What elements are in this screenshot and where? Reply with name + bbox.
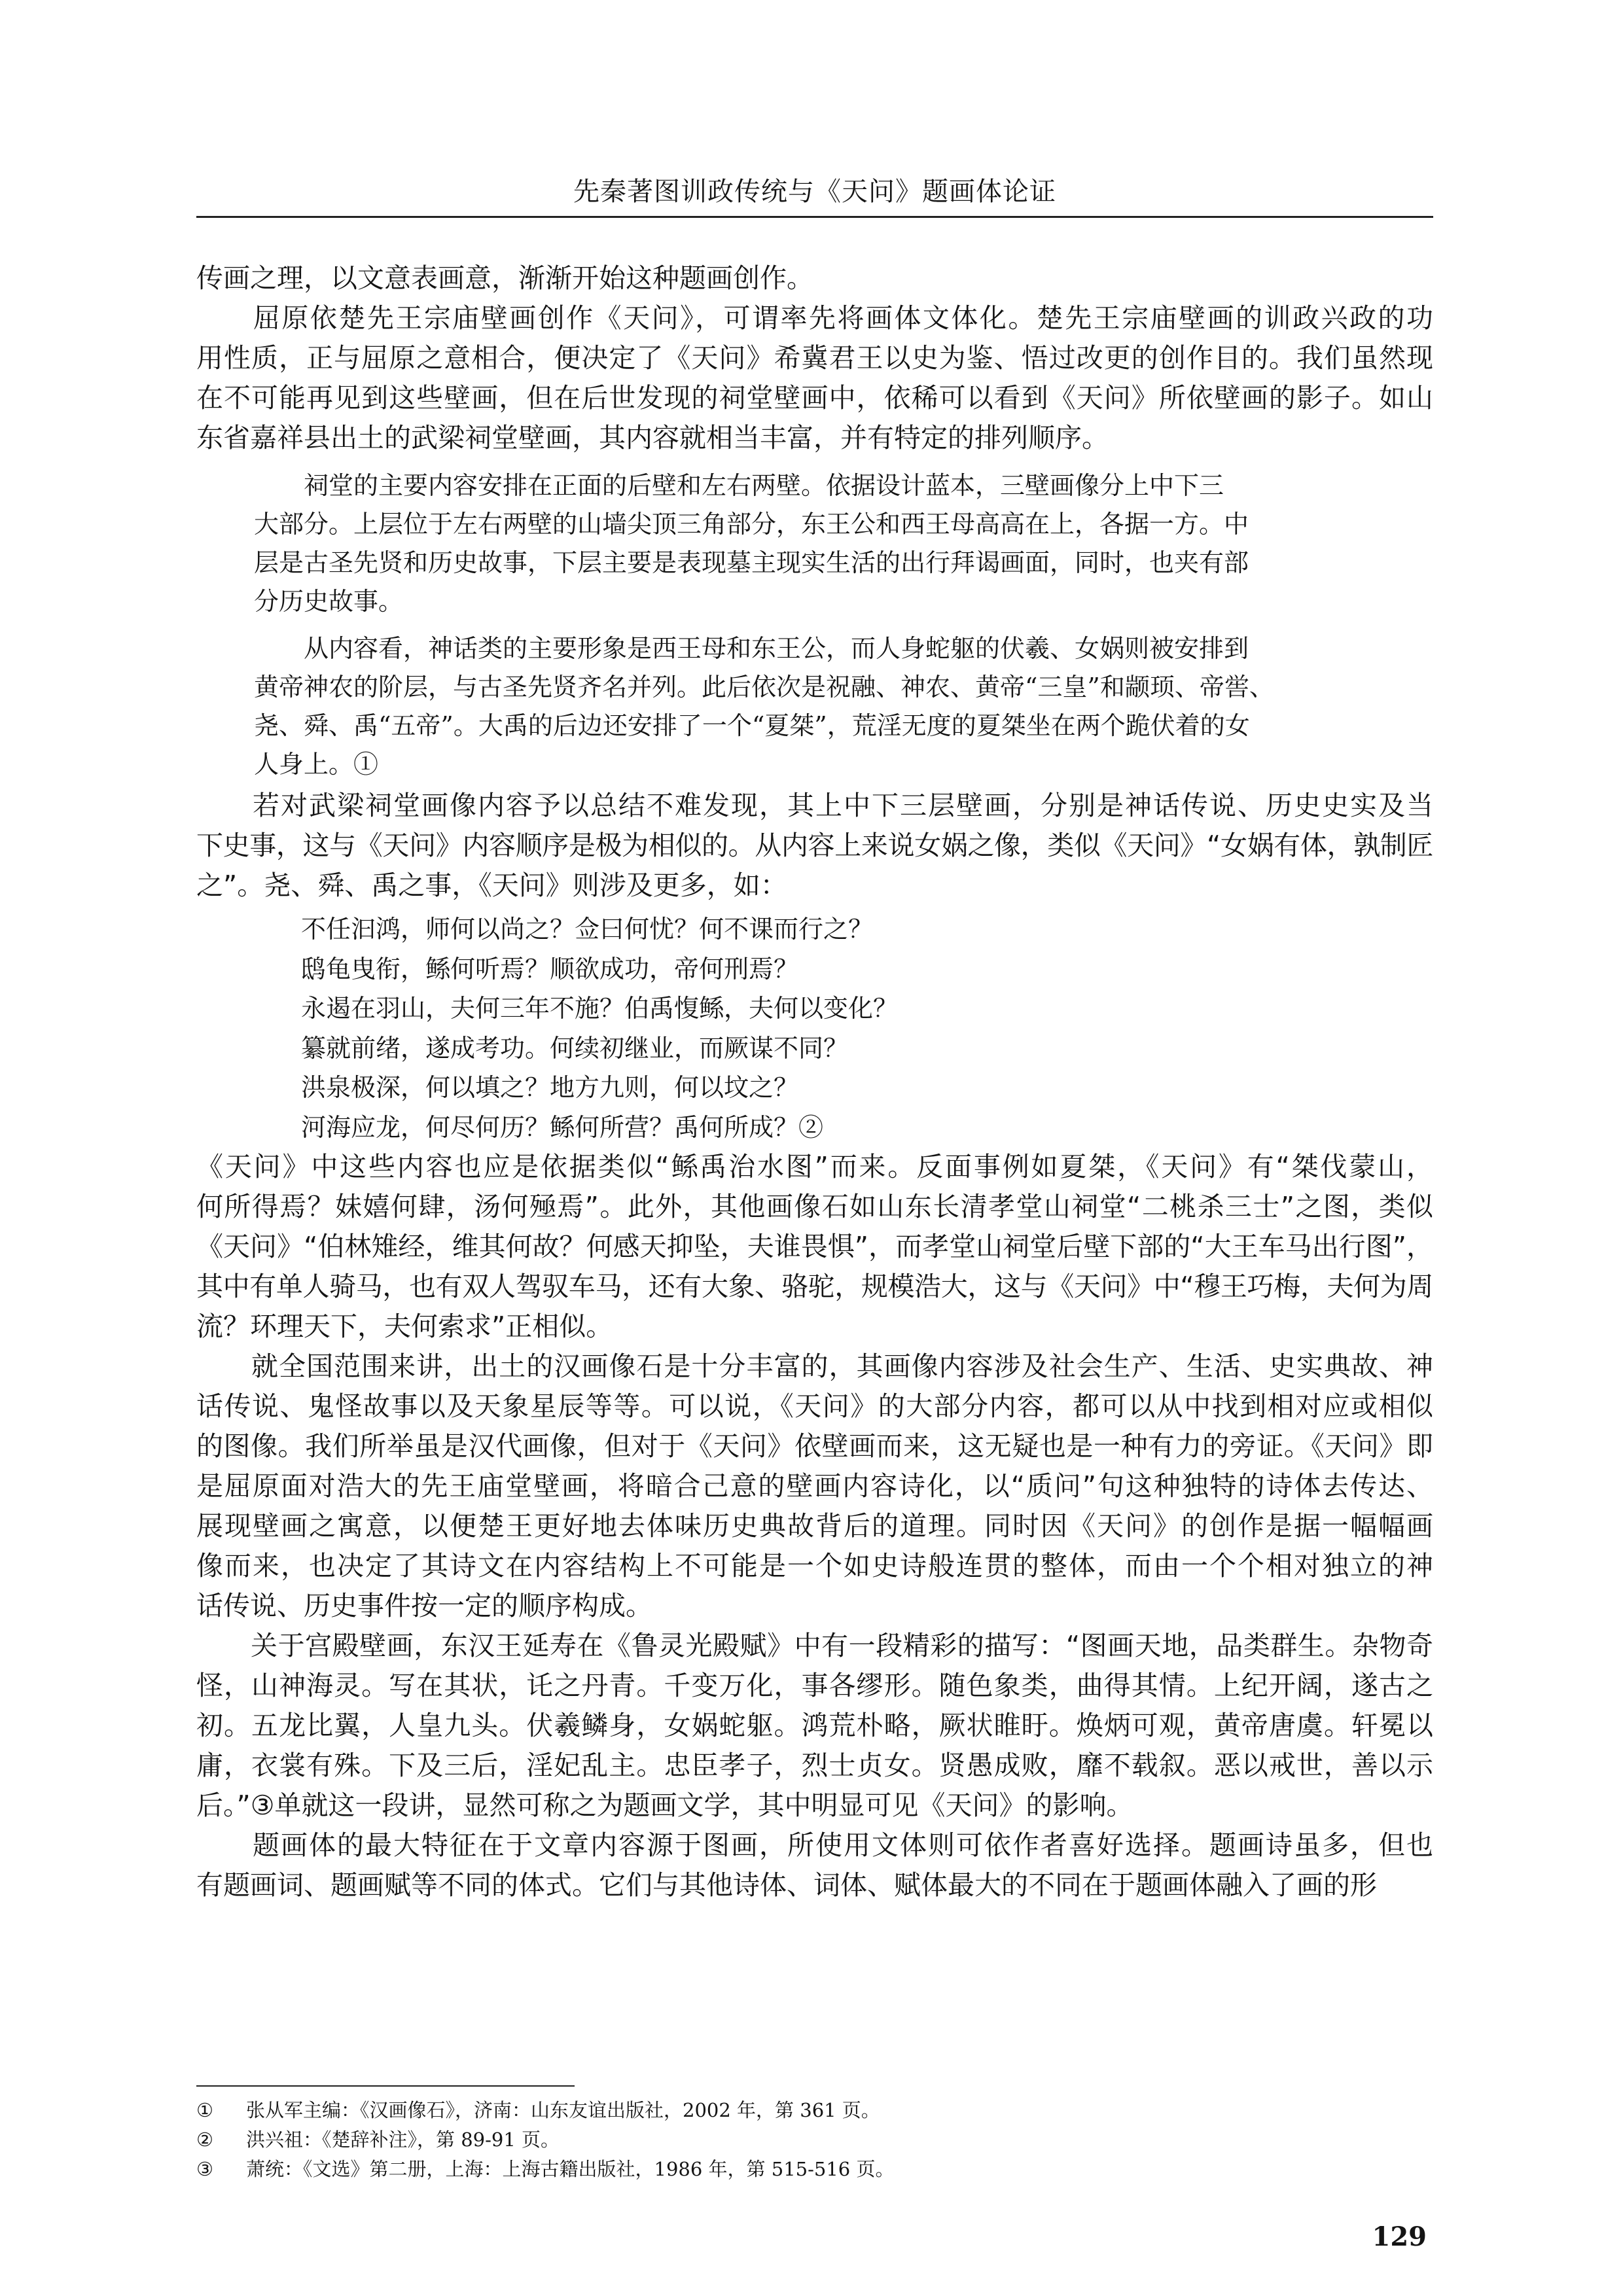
text-line: 怪，山神海灵。写在其状，讬之丹青。千变万化，事各缪形。随色象类，曲得其情。上纪开阔，遂古之: [196, 1670, 1433, 1701]
body-text: [196, 258, 1433, 1905]
text-line: 庸，衣裳有殊。下及三后，淫妃乱主。忠臣孝子，烈士贞女。贤愚成败，靡不载叙。恶以戒世，善以示: [196, 1750, 1433, 1781]
text-line: 层是古圣先贤和历史故事，下层主要是表现墓主现实生活的出行拜谒画面，同时，也夹有部: [254, 548, 1249, 577]
text-line: 后。”③单就这一段讲，显然可称之为题画文学，其中明显可见《天问》的影响。: [196, 1790, 1133, 1821]
footnote-rule: [196, 2085, 575, 2087]
text-line: 屈原依楚先王宗庙壁画创作《天问》，可谓率先将画体文体化。楚先王宗庙壁画的训政兴政的功: [196, 302, 1433, 334]
paragraph: [196, 298, 1433, 458]
text-line: 展现壁画之寓意，以便楚王更好地去体味历史典故背后的道理。同时因《天问》的创作是据一幅幅画: [196, 1510, 1433, 1542]
footnote: [196, 2155, 1433, 2184]
text-line: 《天问》中这些内容也应是依据类似“鲧禹治水图”而来。反面事例如夏桀，《天问》有“桀伐蒙山，: [196, 1151, 1433, 1182]
paragraph: [196, 1626, 1433, 1826]
text-line: 流？环理天下，夫何索求”正相似。: [196, 1311, 613, 1342]
text-line: 纂就前绪，遂成考功。何续初继业，而厥谋不同？: [301, 1033, 849, 1063]
text-line: 大部分。上层位于左右两壁的山墙尖顶三角部分，东王公和西王母高高在上，各据一方。中: [254, 510, 1249, 539]
text-line: 话传说、鬼怪故事以及天象星辰等等。可以说，《天问》的大部分内容，都可以从中找到相对应或相似: [196, 1390, 1433, 1422]
paragraph: [196, 786, 1433, 906]
footnotes: [196, 2096, 1433, 2184]
footnote: [196, 2125, 1433, 2155]
paragraph: [196, 1147, 1433, 1347]
text-line: 人身上。①: [254, 750, 379, 779]
text-line: 祠堂的主要内容安排在正面的后壁和左右两壁。依据设计蓝本，三壁画像分上中下三: [254, 471, 1224, 500]
text-line: 永遏在羽山，夫何三年不施？伯禹愎鲧，夫何以变化？: [301, 994, 899, 1023]
footnote-text: 洪兴祖：《楚辞补注》，第 89-91 页。: [246, 2128, 560, 2151]
text-line: 洪泉极深，何以填之？地方九则，何以坟之？: [301, 1073, 799, 1102]
footnote-mark: ②: [196, 2128, 213, 2151]
footnote: [196, 2096, 1433, 2125]
text-line: 初。五龙比翼，人皇九头。伏羲鳞身，女娲蛇躯。鸿荒朴略，厥状睢盱。焕炳可观，黄帝唐虞。轩冕以: [196, 1710, 1433, 1741]
text-line: 关于宫殿壁画，东汉王延寿在《鲁灵光殿赋》中有一段精彩的描写：“图画天地，品类群生。杂物奇: [196, 1630, 1433, 1661]
text-line: 的图像。我们所举虽是汉代画像，但对于《天问》依壁画而来，这无疑也是一种有力的旁证。《天问》即: [196, 1430, 1433, 1462]
text-line: 题画体的最大特征在于文章内容源于图画，所使用文体则可依作者喜好选择。题画诗虽多，但也: [196, 1829, 1433, 1861]
text-line: 河海应龙，何尽何历？鲧何所营？禹何所成？②: [301, 1112, 824, 1142]
text-line: 《天问》“伯林雉经，维其何故？何感天抑坠，夫谁畏惧”，而孝堂山祠堂后壁下部的“大王车马出行图”，: [196, 1231, 1433, 1262]
paragraph: [196, 1826, 1433, 1905]
text-line: 有题画词、题画赋等不同的体式。它们与其他诗体、词体、赋体最大的不同在于题画体融入了画的形: [196, 1869, 1377, 1901]
footnote-text: 张从军主编：《汉画像石》，济南：山东友谊出版社，2002 年，第 361 页。: [246, 2099, 880, 2121]
text-line: 话传说、历史事件按一定的顺序构成。: [196, 1590, 652, 1621]
footnote-mark: ①: [196, 2099, 213, 2121]
text-line: 像而来，也决定了其诗文在内容结构上不可能是一个如史诗般连贯的整体，而由一个个相对独立的神: [196, 1550, 1433, 1581]
paragraph: [196, 1347, 1433, 1626]
text-line: 东省嘉祥县出土的武梁祠堂壁画，其内容就相当丰富，并有特定的排列顺序。: [196, 422, 1109, 453]
text-line: 尧、舜、禹“五帝”。大禹的后边还安排了一个“夏桀”，荒淫无度的夏桀坐在两个跪伏着的女: [254, 711, 1250, 740]
text-line: 之”。尧、舜、禹之事，《天问》则涉及更多，如：: [196, 870, 787, 901]
text-line: 从内容看，神话类的主要形象是西王母和东王公，而人身蛇躯的伏羲、女娲则被安排到: [254, 634, 1249, 663]
text-line: 黄帝神农的阶层，与古圣先贤齐名并列。此后依次是祝融、神农、黄帝“三皇”和颛顼、帝喾、: [254, 673, 1274, 701]
block-quote: [196, 467, 1433, 621]
text-line: 若对武梁祠堂画像内容予以总结不难发现，其上中下三层壁画，分别是神话传说、历史史实及当: [196, 790, 1433, 821]
text-line: 是屈原面对浩大的先王庙堂壁画，将暗合己意的壁画内容诗化，以“质问”句这种独特的诗体去传达、: [196, 1470, 1433, 1502]
text-line: 在不可能再见到这些壁画，但在后世发现的祠堂壁画中，依稀可以看到《天问》所依壁画的影子。如山: [196, 382, 1433, 414]
poem-quote: [196, 910, 1433, 1147]
text-line: 鸱龟曳衔，鲧何听焉？顺欲成功，帝何刑焉？: [301, 954, 799, 983]
text-line: 不任汩鸿，师何以尚之？佥曰何忧？何不课而行之？: [301, 915, 874, 944]
paragraph: [196, 258, 1433, 298]
text-line: 传画之理，以文意表画意，渐渐开始这种题画创作。: [196, 262, 813, 294]
text-line: 何所得焉？妹嬉何肆，汤何殛焉”。此外，其他画像石如山东长清孝堂山祠堂“二桃杀三士”之图，类似: [196, 1191, 1433, 1222]
footnote-text: 萧统：《文选》第二册，上海：上海古籍出版社，1986 年，第 515-516 页。: [246, 2158, 895, 2180]
text-line: 下史事，这与《天问》内容顺序是极为相似的。从内容上来说女娲之像，类似《天问》“女娲有体，孰制匠: [196, 830, 1433, 861]
text-line: 分历史故事。: [254, 587, 404, 616]
footnote-mark: ③: [196, 2158, 213, 2180]
page-number: 129: [1372, 2221, 1427, 2252]
header-rule: [196, 216, 1433, 218]
text-line: 用性质，正与屈原之意相合，便决定了《天问》希冀君王以史为鉴、悟过改更的创作目的。我们虽然现: [196, 342, 1433, 374]
block-quote: [196, 629, 1433, 784]
text-line: 就全国范围来讲，出土的汉画像石是十分丰富的，其画像内容涉及社会生产、生活、史实典故、神: [196, 1351, 1433, 1382]
running-header: 先秦著图训政传统与《天问》题画体论证: [573, 177, 1056, 207]
text-line: 其中有单人骑马，也有双人驾驭车马，还有大象、骆驼，规模浩大，这与《天问》中“穆王巧梅，夫何为周: [196, 1271, 1433, 1302]
